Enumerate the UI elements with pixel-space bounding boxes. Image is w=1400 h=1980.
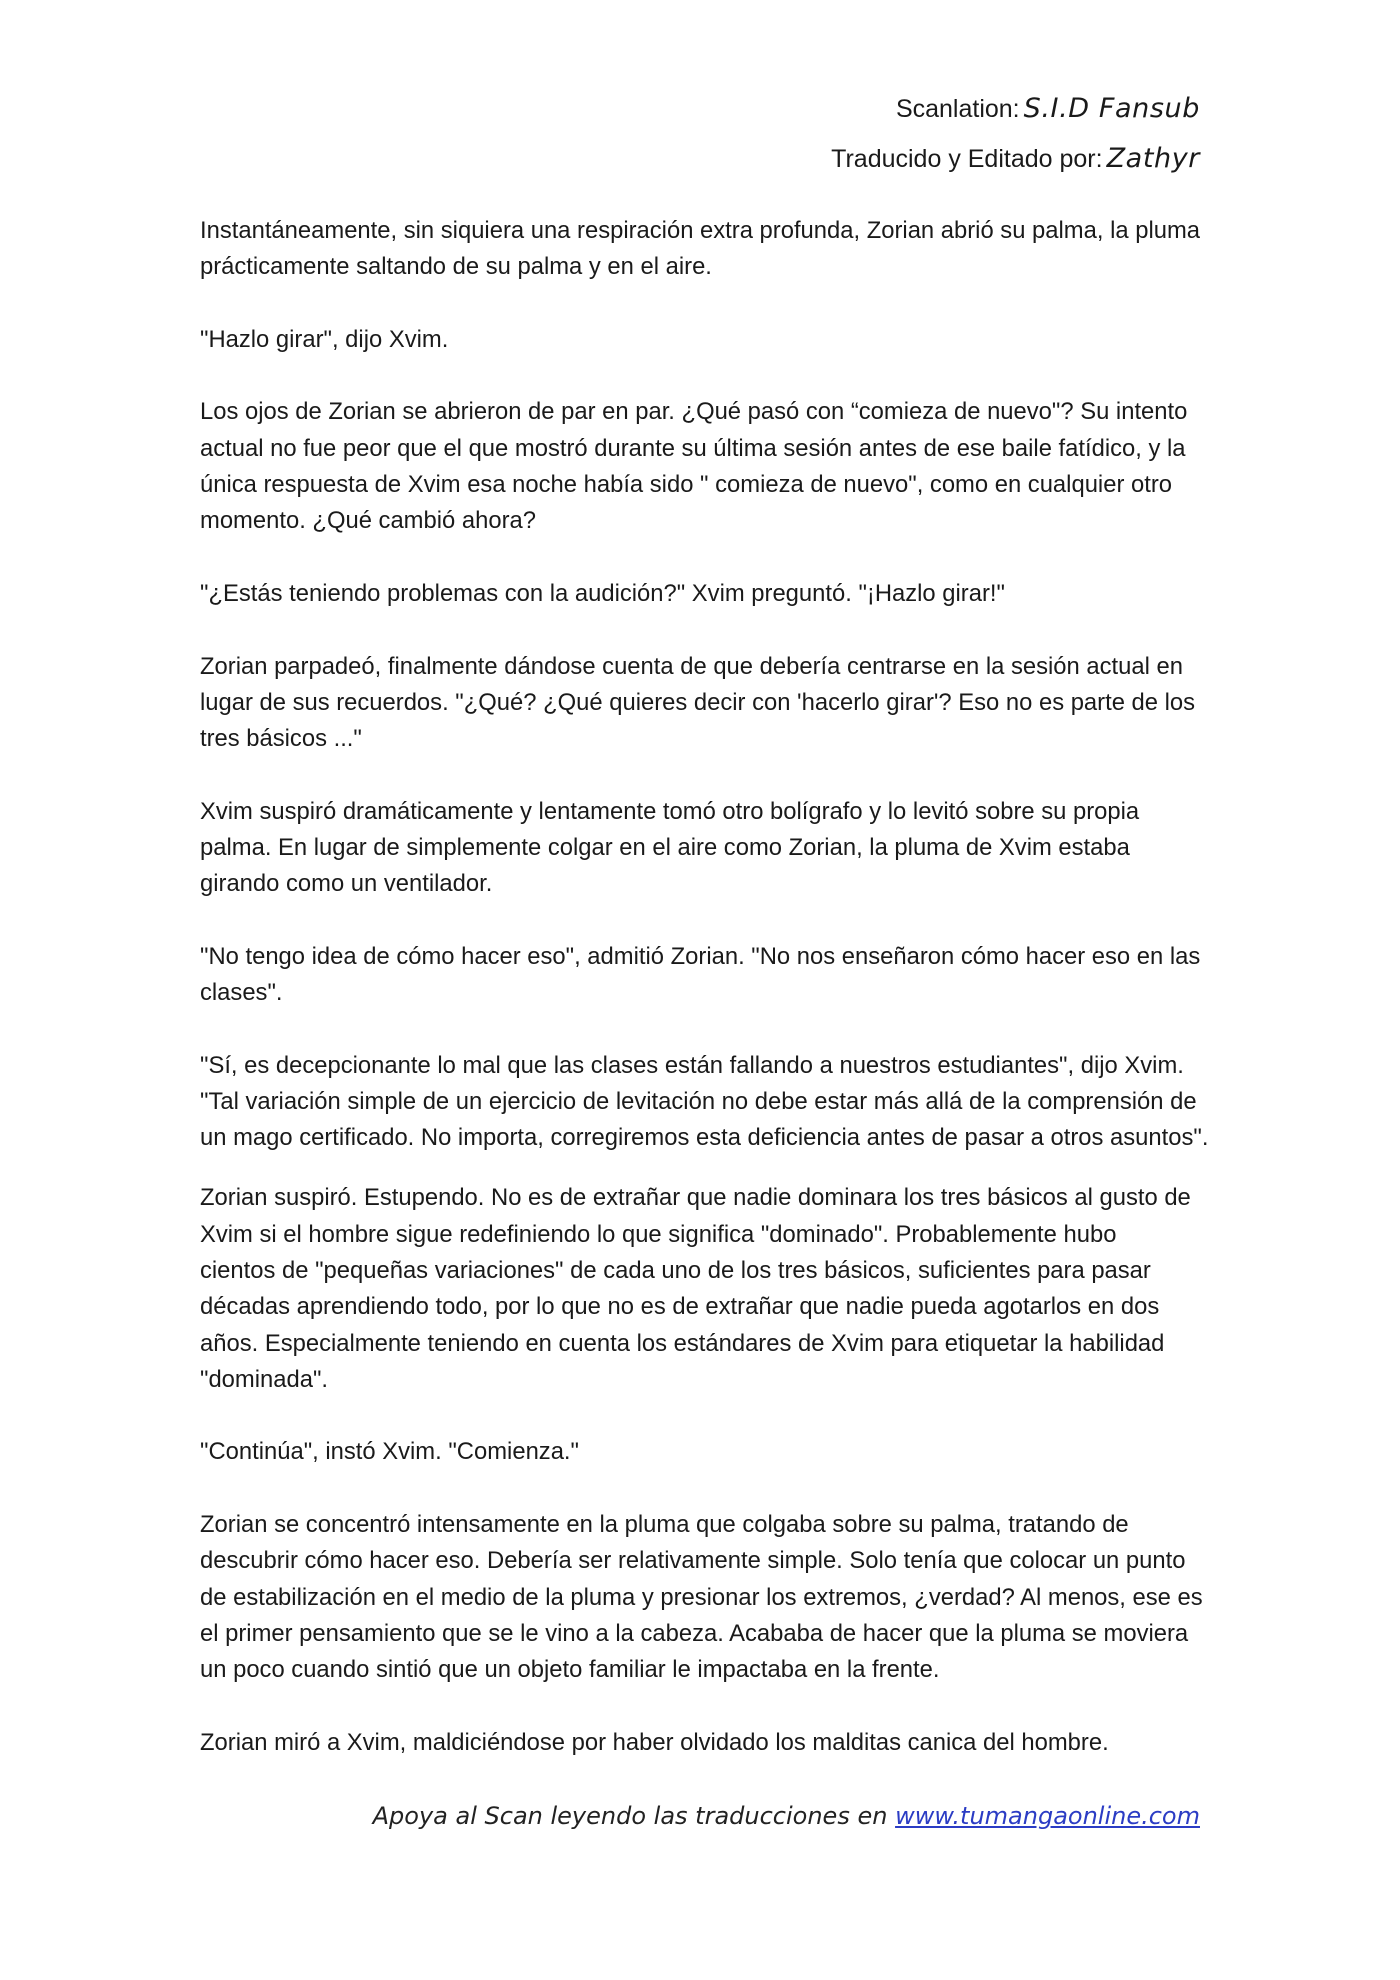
text-line: tres básicos ..." [200, 725, 362, 753]
text-line: Zorian suspiró. Estupendo. No es de extrañar que nadie dominara los tres básicos al gusto de [200, 1184, 1191, 1212]
paragraph [200, 649, 1210, 758]
paragraph [200, 1434, 1210, 1470]
text-line: cientos de "pequeñas variaciones" de cada uno de los tres básicos, suficientes para pasar [200, 1257, 1151, 1284]
paragraph [200, 1507, 1210, 1688]
text-line: "Tal variación simple de un ejercicio de levitación no debe estar más allá de la comprensión de [200, 1088, 1197, 1116]
paragraph [200, 939, 1210, 1012]
paragraph [200, 322, 1210, 358]
paragraph [200, 213, 1210, 286]
text-line: Los ojos de Zorian se abrieron de par en par. ¿Qué pasó con “comieza de nuevo"? Su intento [200, 398, 1188, 426]
scanlation-credit [896, 89, 1200, 129]
text-line: décadas aprendiendo todo, por lo que no es de extrañar que nadie pueda agotarlos en dos [200, 1293, 1160, 1321]
text-line: Zorian miró a Xvim, maldiciéndose por haber olvidado los malditas canica del hombre. [200, 1728, 1109, 1756]
support-text: Apoya al Scan leyendo las traducciones en [372, 1802, 888, 1830]
paragraph [200, 1048, 1210, 1157]
text-line: Xvim suspiró dramáticamente y lentamente tomó otro bolígrafo y lo levitó sobre su propia [200, 797, 1140, 825]
text-line: única respuesta de Xvim esa noche había sido " comieza de nuevo", como en cualquier otro [200, 471, 1172, 499]
text-line: Zorian parpadeó, finalmente dándose cuenta de que debería centrarse en la sesión actual en [200, 652, 1183, 680]
paragraph [200, 1725, 1210, 1761]
paragraph [200, 394, 1210, 539]
text-line: "Hazlo girar", dijo Xvim. [200, 325, 449, 353]
translator-credit [831, 139, 1200, 179]
text-line: "Sí, es decepcionante lo mal que las clases están fallando a nuestros estudiantes", dijo Xvim. [200, 1051, 1184, 1079]
paragraph [200, 576, 1210, 612]
text-line: "¿Estás teniendo problemas con la audición?" Xvim preguntó. "¡Hazlo girar!" [200, 579, 1005, 607]
text-line: Zorian se concentró intensamente en la pluma que colgaba sobre su palma, tratando de [200, 1511, 1129, 1539]
text-line: clases". [200, 979, 283, 1007]
support-note [373, 1798, 1200, 1834]
text-line: prácticamente saltando de su palma y en el aire. [200, 253, 712, 281]
paragraph [200, 1180, 1210, 1398]
text-line: momento. ¿Qué cambió ahora? [200, 507, 536, 535]
text-line: un poco cuando sintió que un objeto familiar le impactaba en la frente. [200, 1656, 940, 1684]
text-line: "dominada". [200, 1365, 329, 1393]
text-line: "No tengo idea de cómo hacer eso", admitió Zorian. "No nos enseñaron cómo hacer eso en las [200, 942, 1201, 970]
translator-label: Traducido y Editado por: [831, 145, 1103, 173]
paragraph [200, 794, 1210, 903]
story-text [200, 213, 1210, 1797]
text-line: años. Especialmente teniendo en cuenta los estándares de Xvim para etiquetar la habilidad [200, 1329, 1165, 1357]
text-line: actual no fue peor que el que mostró durante su última sesión antes de ese baile fatídico, y la [200, 434, 1186, 462]
text-line: un mago certificado. No importa, corregiremos esta deficiencia antes de pasar a otros asuntos". [200, 1124, 1209, 1152]
text-line: de estabilización en el medio de la pluma y presionar los extremos, ¿verdad? Al menos, ese es [200, 1583, 1203, 1611]
translator-name: Zathyr [1106, 143, 1200, 174]
scanlation-label: Scanlation: [895, 95, 1020, 123]
text-line: lugar de sus recuerdos. "¿Qué? ¿Qué quieres decir con 'hacerlo girar'? Eso no es parte de los [200, 688, 1196, 716]
text-line: girando como un ventilador. [200, 870, 493, 898]
scanlation-group-name: S.I.D Fansub [1023, 93, 1200, 124]
text-line: el primer pensamiento que se le vino a la cabeza. Acababa de hacer que la pluma se moviera [200, 1619, 1189, 1647]
text-line: Xvim si el hombre sigue redefiniendo lo que significa "dominado". Probablemente hubo [200, 1220, 1117, 1248]
text-line: descubrir cómo hacer eso. Debería ser relativamente simple. Solo tenía que colocar un punto [200, 1547, 1186, 1575]
website-link[interactable]: www.tumangaonline.com [895, 1802, 1200, 1830]
text-line: palma. En lugar de simplemente colgar en el aire como Zorian, la pluma de Xvim estaba [200, 834, 1130, 862]
text-line: Instantáneamente, sin siquiera una respiración extra profunda, Zorian abrió su palma, la pluma [200, 217, 1201, 244]
text-line: "Continúa", instó Xvim. "Comienza." [200, 1438, 579, 1466]
